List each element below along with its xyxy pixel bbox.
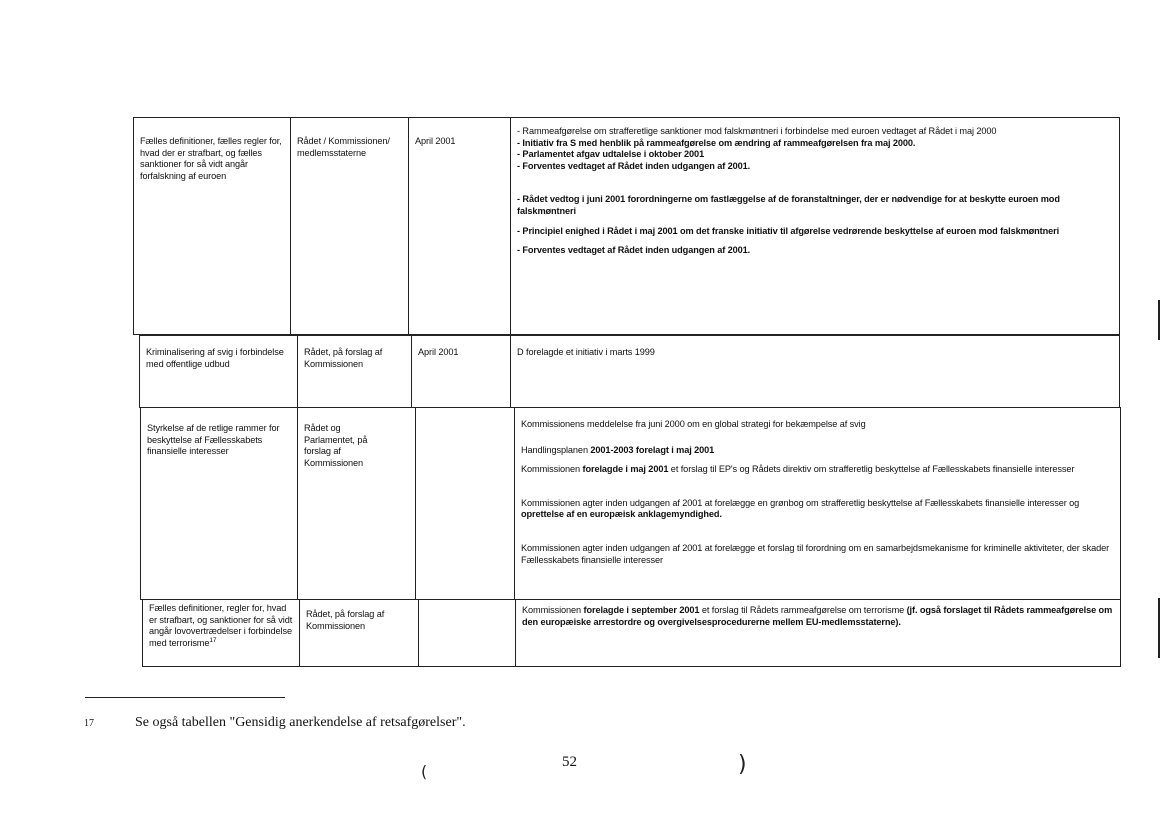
cell-text: Kriminalisering af svig i forbindelse med offentlige udbud — [146, 347, 284, 369]
table-cell-responsible — [290, 117, 409, 335]
entry-part-bold: forelagde i maj 2001 — [582, 464, 669, 475]
table-row — [133, 117, 1120, 335]
status-entry — [521, 445, 1114, 457]
table-cell-deadline — [415, 407, 515, 600]
table-cell-status — [510, 117, 1120, 335]
status-entry — [522, 605, 1114, 628]
table-cell-status — [515, 599, 1121, 667]
footnote-ref: 17 — [209, 636, 217, 644]
cell-text: Rådet, på forslag af Kommissionen — [306, 609, 385, 631]
entry-part-bold: forelagde i september 2001 — [583, 605, 700, 615]
scan-edge-mark — [1158, 598, 1160, 658]
footnote-separator — [85, 697, 285, 698]
status-entry — [521, 464, 1114, 476]
status-entry: - Rammeafgørelse om strafferetlige sanktioner mod falskmøntneri i forbindelse med euroen vedtaget af Rådet i maj 2000 — [517, 126, 997, 136]
cell-text: April 2001 — [415, 136, 456, 146]
status-entry: Kommissionen agter inden udgangen af 2001 at forelægge et forslag til forordning om en samarbejdsmekanisme for kriminelle aktiviteter, der skader Fællesskabets finansielle interesser — [521, 542, 1110, 565]
page-number: 52 — [562, 754, 577, 770]
table-cell-deadline — [408, 117, 511, 335]
cell-text: Rådet, på forslag af Kommissionen — [304, 347, 383, 369]
status-entry — [521, 498, 1114, 521]
table-cell-subject — [133, 117, 291, 335]
entry-part-bold: (jf. også forslaget til Rådets rammeafgørelse om den europæiske arrestordre og overgivelsesprocedurerne mellem EU-medlemsstaterne). — [522, 605, 1113, 627]
entry-part-bold: oprettelse af en europæisk anklagemyndighed. — [521, 509, 722, 520]
table-cell-status — [514, 407, 1121, 600]
table-row — [139, 335, 1120, 408]
entry-part: et forslag til EP's og Rådets direktiv om strafferetlig beskyttelse af Fællesskabets finansielle interesser — [668, 464, 1075, 475]
status-entry: Kommissionens meddelelse fra juni 2000 om en global strategi for bekæmpelse af svig — [521, 419, 866, 429]
cell-text: Styrkelse af de retlige rammer for beskyttelse af Fællesskabets finansielle interesser — [147, 423, 280, 457]
scan-edge-mark — [1158, 300, 1160, 340]
table-cell-responsible — [299, 599, 419, 667]
table-cell-responsible — [297, 335, 412, 408]
entry-part-bold: 2001-2003 forelagt i maj 2001 — [590, 444, 715, 455]
entry-part: Kommissionen — [521, 464, 583, 475]
entry-part: et forslag til Rådets rammeafgørelse om terrorisme — [699, 605, 907, 615]
cell-text: Fælles definitioner, regler for, hvad er strafbart, og sanktioner for så vidt angår lovovertrædelser i forbindelse med terrorisme$^{17}$ — [149, 603, 293, 648]
table-row — [140, 407, 1121, 600]
entry-part: Kommissionen — [522, 605, 584, 615]
status-entry: - Forventes vedtaget af Rådet inden udgangen af 2001. — [517, 160, 751, 171]
status-entry: - Parlamentet afgav udtalelse i oktober 2001 — [517, 149, 705, 160]
scan-artifact-icon: ) — [738, 752, 747, 777]
status-entry: - Forventes vedtaget af Rådet inden udgangen af 2001. — [517, 245, 751, 256]
table-cell-deadline — [411, 335, 511, 408]
table-cell-subject — [142, 599, 300, 667]
entry-part: Handlingsplanen — [521, 444, 591, 455]
footnote-number: 17 — [84, 718, 94, 729]
cell-text: April 2001 — [418, 347, 459, 357]
status-entry: - Principiel enighed i Rådet i maj 2001 om det franske initiativ til afgørelse vedrørende beskyttelse af euroen mod falskmøntneri — [517, 225, 1060, 236]
table-row — [142, 599, 1121, 667]
cell-text: Rådet og Parlamentet, på forslag af Kommissionen — [304, 423, 368, 468]
status-entry: - Initiativ fra S med henblik på rammeafgørelse om ændring af rammeafgørelsen fra maj 2000. — [517, 137, 916, 148]
status-entry: D forelagde et initiativ i marts 1999 — [517, 347, 655, 357]
table-cell-deadline — [418, 599, 516, 667]
scan-artifact-icon: ( — [421, 762, 428, 781]
table-cell-subject — [140, 407, 298, 600]
cell-text: Fælles definitioner, fælles regler for, hvad der er strafbart, og fælles sanktioner for så vidt angår forfalskning af euroen — [140, 136, 282, 181]
footnote-text: Se også tabellen "Gensidig anerkendelse af retsafgørelser". — [135, 715, 466, 730]
cell-text: Rådet / Kommissionen/ medlemsstaterne — [297, 136, 390, 158]
entry-part: Kommissionen agter inden udgangen af 2001 at forelægge en grønbog om strafferetlig beskyttelse af Fællesskabets finansielle interesser og — [521, 497, 1080, 508]
table-cell-subject — [139, 335, 298, 408]
table-cell-responsible — [297, 407, 416, 600]
status-entry: - Rådet vedtog i juni 2001 forordningerne om fastlæggelse af de foranstaltninger, der er nødvendige for at beskytte euroen mod falskmøntneri — [517, 194, 1060, 216]
table-cell-status — [510, 335, 1120, 408]
